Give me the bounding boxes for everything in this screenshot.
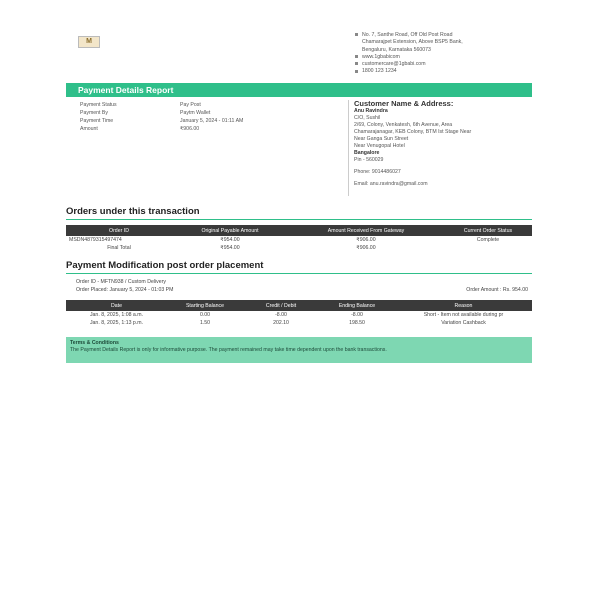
customer-email: Email: anu.ravindra@gmail.com <box>354 181 428 187</box>
detail-row: Payment Time January 5, 2024 - 01:11 AM <box>80 118 244 124</box>
table-header-row <box>66 300 532 311</box>
terms-and-conditions <box>66 337 532 363</box>
orders-table <box>66 225 532 252</box>
customer-phone: Phone: 9014486027 <box>354 169 401 175</box>
address-pin-icon <box>355 33 358 36</box>
column-divider <box>348 100 349 196</box>
table-row: MSDN4879315497474 ₹954.00 ₹906.00 Complete <box>66 236 532 244</box>
orders-section-title: Orders under this transaction <box>66 206 200 217</box>
customer-address-line: Near Ganga Sun Street <box>354 136 409 142</box>
company-address-block <box>355 32 535 76</box>
modification-section-title: Payment Modification post order placement <box>66 260 264 271</box>
modification-table <box>66 300 532 327</box>
payment-details <box>80 101 340 133</box>
customer-address-block <box>354 99 536 188</box>
column-header: Current Order Status <box>444 225 532 236</box>
column-header: Reason <box>395 300 532 311</box>
table-row: Jan. 8, 2025, 1:13 p.m. 1.50 202.10 198.50 Variation Cashback <box>89 320 486 326</box>
column-header: Original Payable Amount <box>172 225 288 236</box>
customer-address-line: Near Venugopal Hotel <box>354 143 405 149</box>
globe-icon <box>355 55 358 58</box>
table-row: Final Total ₹954.00 ₹906.00 <box>66 244 532 252</box>
detail-row: Payment By Paytm Wallet <box>80 110 211 116</box>
order-placed-line: Order Placed: January 5, 2024 - 01:03 PM <box>76 287 174 293</box>
mail-icon <box>355 62 358 65</box>
address-line: No. 7, Santhe Road, Off Old Post Road <box>355 32 535 39</box>
final-total-label: Final Total <box>107 245 131 251</box>
table-row: Jan. 8, 2025, 1:08 a.m. 0.00 -8.00 -8.00 Short - Item not available during pr <box>89 312 504 318</box>
section-divider <box>66 219 532 220</box>
order-amount-line: Order Amount : Rs. 954.00 <box>466 287 528 293</box>
customer-name: Anu Ravindra <box>354 108 388 114</box>
detail-row: Amount ₹906.00 <box>80 126 200 132</box>
company-logo: M <box>78 36 100 48</box>
address-line: Bengaluru, Karnataka 560073 <box>362 46 431 53</box>
column-header: Order ID <box>66 225 172 236</box>
terms-heading: Terms & Conditions <box>70 340 119 346</box>
customer-address-line: Chamarajanagar, KEB Colony, BTM Ist Stage Near <box>354 129 472 135</box>
order-status: Complete <box>476 237 500 243</box>
table-header-row <box>66 225 532 236</box>
detail-row: Payment Status Pay Post <box>80 102 201 108</box>
phone-number: 1800 123 1234 <box>355 68 535 75</box>
report-title-banner: Payment Details Report <box>66 83 532 97</box>
order-id[interactable]: MSDN4879315497474 <box>69 237 122 243</box>
column-header: Credit / Debit <box>243 300 319 311</box>
order-id-line: Order ID - MFTN938 / Custom Delivery <box>76 279 166 285</box>
order-summary <box>76 278 528 294</box>
customer-heading: Customer Name & Address: <box>354 99 454 108</box>
column-header: Date <box>66 300 167 311</box>
column-header: Ending Balance <box>319 300 395 311</box>
customer-address-line: C/O, Sushil <box>354 115 381 121</box>
customer-pin: Pin - 560029 <box>354 157 384 163</box>
email-link[interactable]: customercare@1gbabi.com <box>355 61 535 68</box>
customer-address-line: 2/69, Colony, Venkatesh, 6th Avenue, Area <box>354 122 453 128</box>
column-header: Amount Received From Gateway <box>288 225 444 236</box>
terms-text: The Payment Details Report is only for informative purpose. The payment remained may take time dependent upon the bank transactions. <box>70 347 387 353</box>
section-divider <box>66 273 532 274</box>
address-line: Chamarajpet Extension, Above BSP5 Bank, <box>362 39 463 46</box>
column-header: Starting Balance <box>167 300 243 311</box>
website-link[interactable]: www.1gbabicom <box>355 54 535 61</box>
customer-city: Bangalore <box>354 150 380 156</box>
phone-icon <box>355 70 358 73</box>
